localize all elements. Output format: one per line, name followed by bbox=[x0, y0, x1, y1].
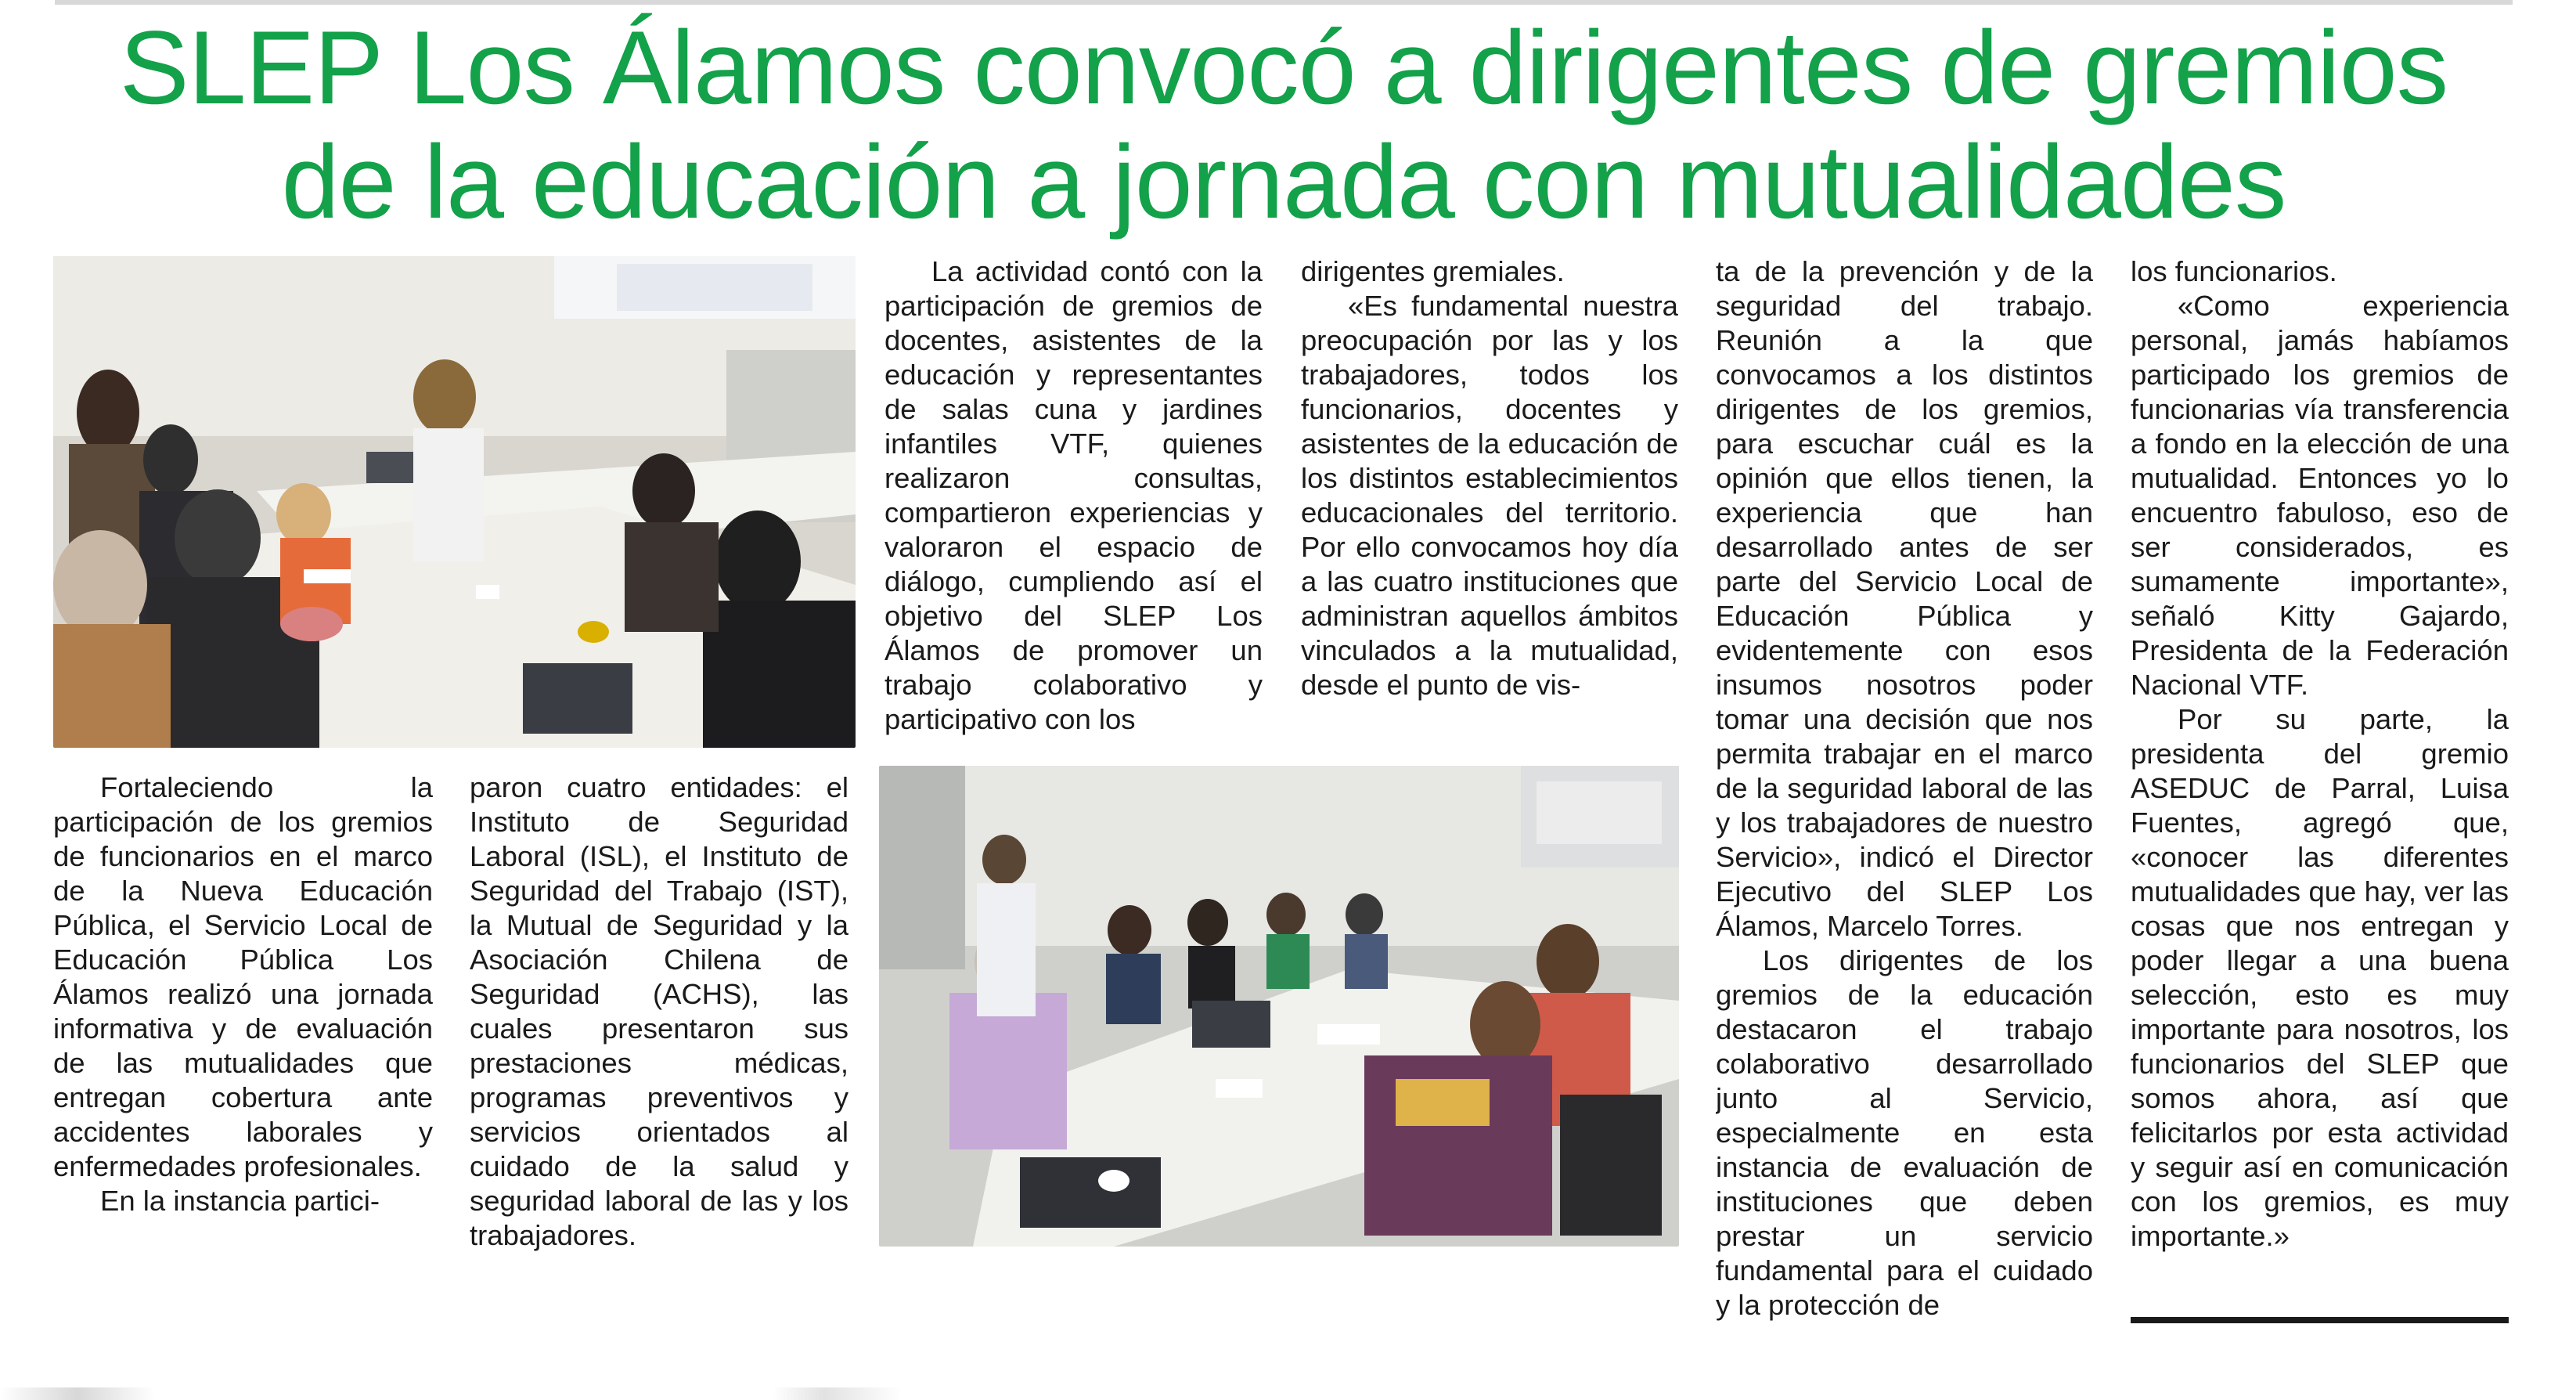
paragraph: «Como experiencia personal, jamás habíamos participado los gremios de funcionarias vía transferencia a fondo en la elección de una mutualidad. Entonces yo lo encuentro fabuloso, eso de ser considerados, es sumamente importante», señaló Kitty Gajardo, Presidenta de la Federación Nacional VTF. bbox=[2131, 290, 2509, 701]
paragraph: Por su parte, la presidenta del gremio ASEDUC de Parral, Luisa Fuentes, agregó que, «conocer las diferentes mutualidades que hay, ver las cosas que nos entregan y poder llegar a una buena selección, esto es muy importante para nosotros, los funcionarios del SLEP que somos ahora, así que felicitarlos por esta actividad y seguir así en comunicación con los gremios, es muy importante.» bbox=[2131, 703, 2509, 1252]
paragraph: Los dirigentes de los gremios de la educación destacaron el trabajo colaborativo desarrollado junto al Servicio, especialmente en esta instancia de evaluación de instituciones que deben prestar un servicio fundamental para el cuidado y la protección de bbox=[1716, 944, 2093, 1321]
article-column-5 bbox=[1716, 254, 2093, 1335]
article-column-2 bbox=[470, 770, 848, 1256]
top-rule bbox=[55, 0, 2513, 5]
paragraph: los funcionarios. bbox=[2131, 255, 2337, 287]
article-column-1 bbox=[53, 770, 433, 1256]
meeting-photo-2-image bbox=[879, 766, 1679, 1247]
paragraph: «Es fundamental nuestra preocupación por las y los trabajadores, todos los funcionarios, docentes y asistentes de la educación de los distintos establecimientos educacionales del territorio. Por ello convocamos hoy día a las cuatro instituciones que administran aquellos ámbitos vinculados a la mutualidad, desde el punto de vis- bbox=[1301, 290, 1678, 701]
article-column-4 bbox=[1301, 254, 1678, 740]
meeting-photo-1-image bbox=[53, 256, 856, 748]
headline-line-2: de la educación a jornada con mutualidades bbox=[281, 124, 2286, 240]
article-column-6 bbox=[2131, 254, 2509, 1312]
meeting-photo-1 bbox=[53, 256, 856, 748]
headline-line-1: SLEP Los Álamos convocó a dirigentes de gremios bbox=[119, 10, 2448, 126]
article-end-rule bbox=[2131, 1317, 2509, 1323]
paragraph: La actividad contó con la participación de gremios de docentes, asistentes de la educación y representantes de salas cuna y jardines infantiles VTF, quienes realizaron consultas, compartieron experiencias y valoraron el espacio de diálogo, cumpliendo así el objetivo del SLEP Los Álamos de promover un trabajo colaborativo y participativo con los bbox=[884, 255, 1263, 735]
paragraph: Fortaleciendo la participación de los gremios de funcionarios en el marco de la Nueva Educación Pública, el Servicio Local de Educación Pública Los Álamos realizó una jornada informativa y de evaluación de las mutualidades que entregan cobertura ante accidentes laborales y enfermedades profesionales. bbox=[53, 771, 433, 1182]
paragraph: ta de la prevención y de la seguridad del trabajo. Reunión a la que convocamos a los distintos dirigentes de los gremios, para escuchar cuál es la opinión que ellos tienen, la experiencia que han desarrollado antes de ser parte del Servicio Local de Educación Pública y evidentemente con esos insumos nosotros poder tomar una decisión que nos permita trabajar en el marco de la seguridad laboral de las y los trabajadores de nuestro Servicio», indicó el Director Ejecutivo del SLEP Los Álamos, Marcelo Torres. bbox=[1716, 255, 2093, 942]
meeting-photo-2 bbox=[879, 766, 1679, 1247]
article-column-3 bbox=[884, 254, 1263, 740]
page-bottom-strip bbox=[0, 1387, 2576, 1400]
headline bbox=[47, 11, 2520, 240]
paragraph: paron cuatro entidades: el Instituto de Seguridad Laboral (ISL), el Instituto de Seguridad del Trabajo (IST), la Mutual de Seguridad y la Asociación Chilena de Seguridad (ACHS), las cuales presentaron sus prestaciones médicas, programas preventivos y servicios orientados al cuidado de la salud y seguridad laboral de las y los trabajadores. bbox=[470, 771, 848, 1251]
paragraph: En la instancia partici- bbox=[100, 1185, 380, 1217]
paragraph: dirigentes gremiales. bbox=[1301, 255, 1565, 287]
